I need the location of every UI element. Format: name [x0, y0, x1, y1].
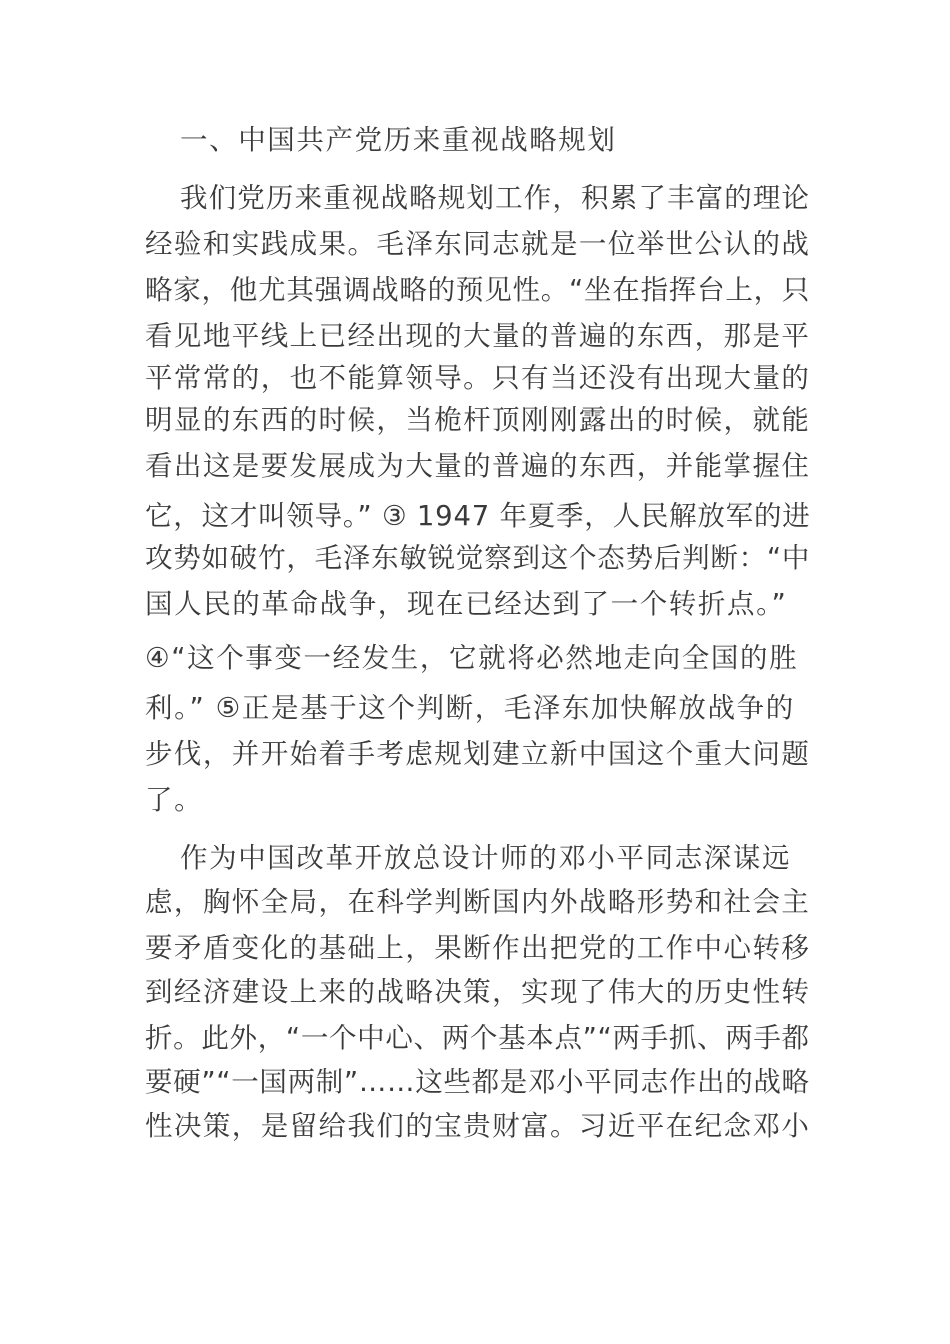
- paragraph-line: 平常常的，也不能算领导。只有当还没有出现大量的: [145, 362, 811, 394]
- paragraph-line: 步伐，并开始着手考虑规划建立新中国这个重大问题: [145, 738, 811, 770]
- paragraph-line: 明显的东西的时候，当桅杆顶刚刚露出的时候，就能: [145, 404, 811, 436]
- paragraph-line: 到经济建设上来的战略决策，实现了伟大的历史性转: [145, 976, 811, 1008]
- paragraph-line: 利。” ⑤正是基于这个判断，毛泽东加快解放战争的: [145, 692, 795, 724]
- paragraph-line: 要硬”“一国两制”……这些都是邓小平同志作出的战略: [145, 1066, 810, 1098]
- section-heading: 一、中国共产党历来重视战略规划: [180, 124, 617, 156]
- paragraph-line: ④“这个事变一经发生，它就将必然地走向全国的胜: [145, 642, 799, 674]
- paragraph-line: 要矛盾变化的基础上，果断作出把党的工作中心转移: [145, 932, 811, 964]
- paragraph-line: 虑，胸怀全局，在科学判断国内外战略形势和社会主: [145, 886, 811, 918]
- paragraph-line: 看见地平线上已经出现的大量的普遍的东西，那是平: [145, 320, 811, 352]
- paragraph-line: 性决策，是留给我们的宝贵财富。习近平在纪念邓小: [145, 1110, 811, 1142]
- paragraph-line: 国人民的革命战争，现在已经达到了一个转折点。”: [145, 588, 788, 620]
- paragraph-line: 经验和实践成果。毛泽东同志就是一位举世公认的战: [145, 228, 811, 260]
- paragraph-line: 攻势如破竹，毛泽东敏锐觉察到这个态势后判断：“中: [145, 542, 811, 574]
- paragraph-line: 作为中国改革开放总设计师的邓小平同志深谋远: [180, 842, 792, 874]
- paragraph-line: 我们党历来重视战略规划工作，积累了丰富的理论: [180, 182, 811, 214]
- paragraph-line: 略家，他尤其强调战略的预见性。“坐在指挥台上，只: [145, 274, 811, 306]
- paragraph-line: 折。此外，“一个中心、两个基本点”“两手抓、两手都: [145, 1022, 810, 1054]
- paragraph-line: 看出这是要发展成为大量的普遍的东西，并能掌握住: [145, 450, 811, 482]
- paragraph-line: 它，这才叫领导。” ③ 1947 年夏季，人民解放军的进: [145, 500, 811, 532]
- paragraph-line: 了。: [145, 784, 204, 816]
